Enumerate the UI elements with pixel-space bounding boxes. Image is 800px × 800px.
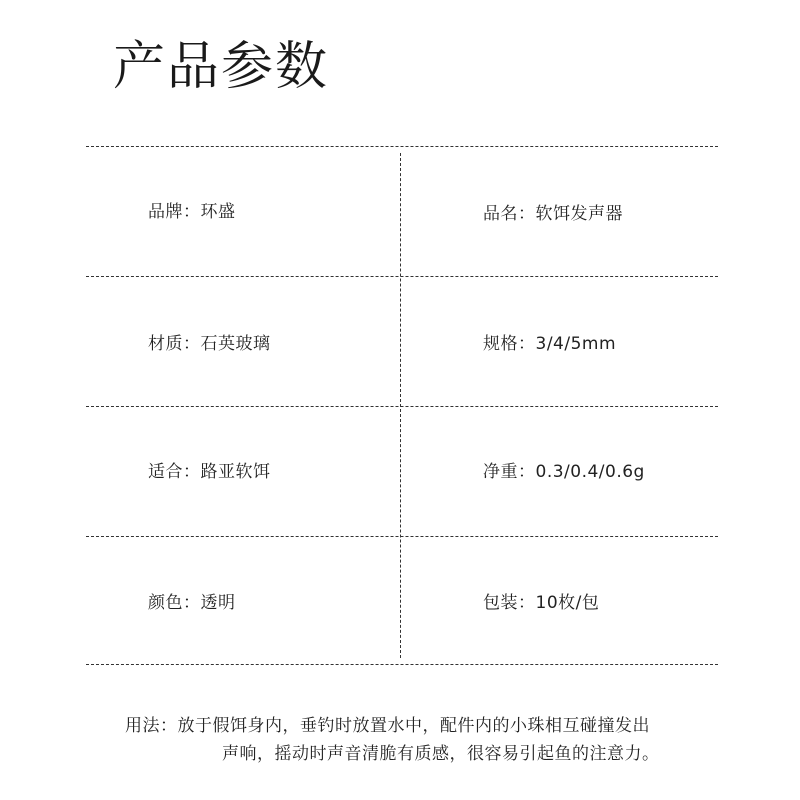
param-value: 透明: [200, 593, 236, 613]
param-material: [148, 332, 271, 356]
usage-line-1: [125, 712, 725, 740]
param-label: 净重：: [483, 462, 536, 482]
usage-label: 用法：: [125, 716, 178, 736]
table-divider-row-3: [86, 536, 718, 537]
param-value: 0.3/0.4/0.6g: [535, 462, 645, 482]
param-value: 3/4/5mm: [535, 334, 617, 354]
param-label: 材质：: [148, 334, 201, 354]
param-value: 软饵发声器: [535, 204, 623, 224]
page-title: 产品参数: [113, 37, 330, 97]
param-label: 品牌：: [148, 202, 201, 222]
param-value: 石英玻璃: [200, 334, 271, 354]
param-product-name: [483, 202, 623, 226]
param-label: 适合：: [148, 462, 201, 482]
table-divider-top: [86, 146, 718, 147]
param-value: 10枚/包: [535, 593, 600, 613]
param-value: 环盛: [200, 202, 236, 222]
param-label: 包装：: [483, 593, 536, 613]
usage-line-1-text: 放于假饵身内，垂钓时放置水中，配件内的小珠相互碰撞发出: [177, 716, 650, 736]
usage-line-2: 声响，摇动时声音清脆有质感，很容易引起鱼的注意力。: [222, 744, 660, 764]
usage-text: [125, 712, 725, 768]
param-net-weight: [483, 460, 645, 484]
table-divider-row-1: [86, 276, 718, 277]
param-label: 品名：: [483, 204, 536, 224]
param-color: [148, 591, 236, 615]
param-value: 路亚软饵: [200, 462, 271, 482]
param-label: 规格：: [483, 334, 536, 354]
table-divider-row-2: [86, 406, 718, 407]
param-label: 颜色：: [148, 593, 201, 613]
param-brand: [148, 200, 236, 224]
param-size: [483, 332, 616, 356]
table-divider-center: [400, 153, 401, 658]
param-suitable: [148, 460, 271, 484]
table-divider-bottom: [86, 664, 718, 665]
param-package: [483, 591, 599, 615]
